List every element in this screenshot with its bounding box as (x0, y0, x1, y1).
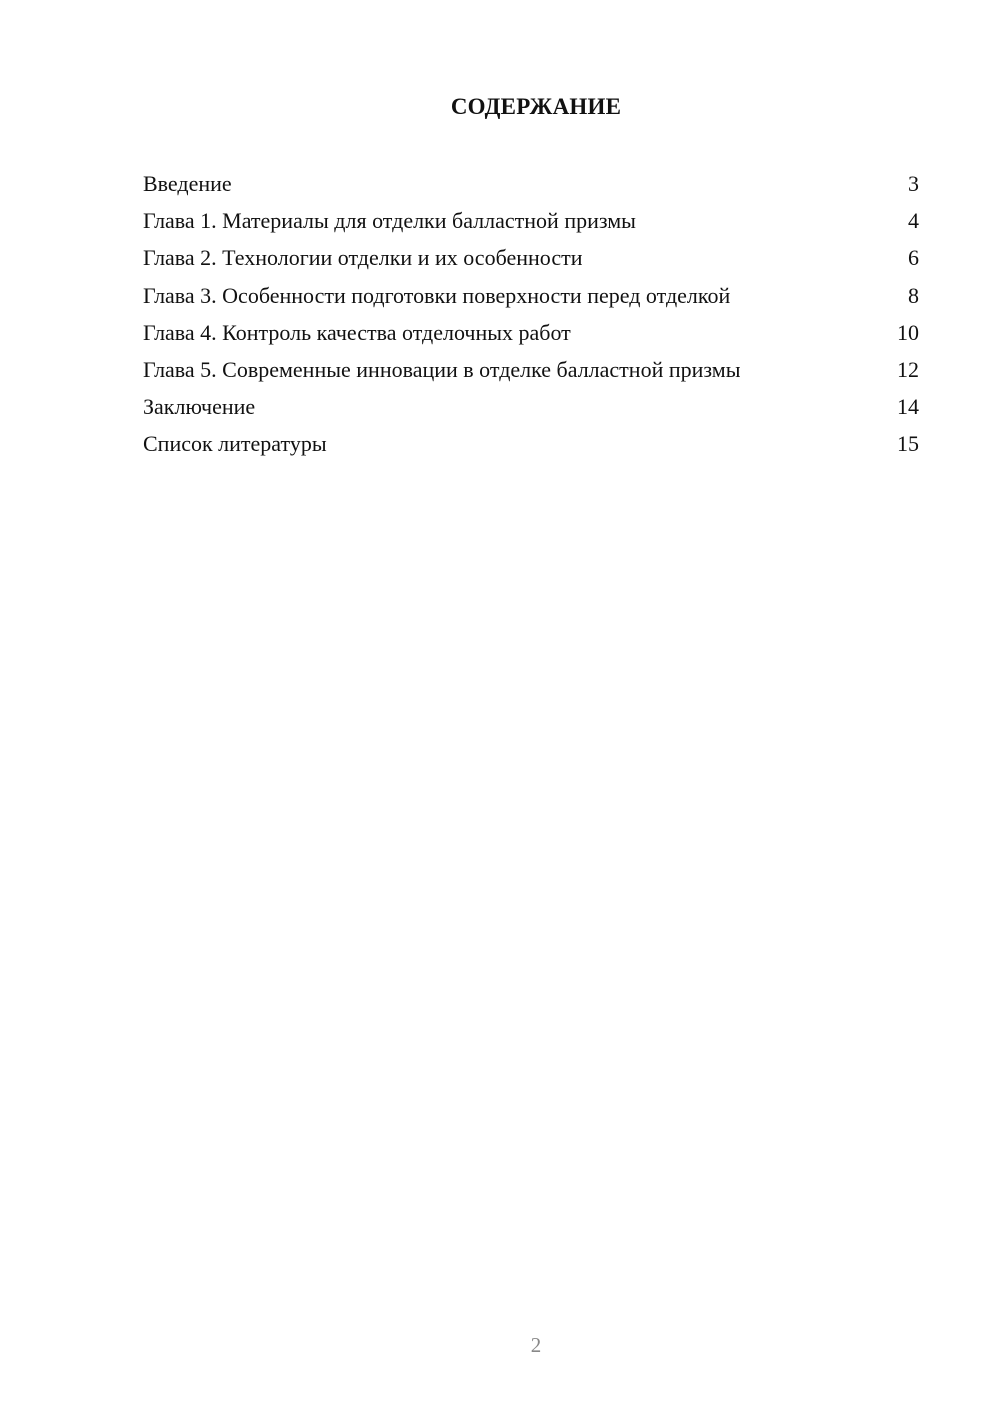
toc-entry-page: 6 (908, 245, 919, 271)
toc-entry-title: Введение (143, 171, 232, 196)
toc-entry-page: 3 (908, 171, 919, 196)
toc-entry-page: 8 (908, 282, 919, 308)
toc-entry-page: 15 (897, 431, 919, 457)
toc-entry-title: Глава 1. Материалы для отделки балластной призмы (143, 208, 636, 234)
toc-entry-title: Список литературы (143, 431, 327, 457)
toc-entry-page: 14 (897, 394, 919, 420)
toc-entry-chapter-2 (143, 243, 919, 280)
toc-entry-title: Глава 3. Особенности подготовки поверхности перед отделкой (143, 282, 731, 308)
toc-entry-chapter-3 (143, 281, 919, 318)
toc-entry-conclusion (143, 392, 919, 429)
toc-entry-page: 4 (908, 208, 919, 234)
toc-entry-title: Глава 5. Современные инновации в отделке балластной призмы (143, 356, 741, 382)
toc-title: СОДЕРЖАНИЕ (450, 94, 622, 119)
toc-entry-chapter-4 (143, 318, 919, 355)
toc-entry-title: Глава 2. Технологии отделки и их особенности (143, 245, 583, 271)
toc-entry-chapter-5 (143, 355, 919, 392)
toc-entry-page: 10 (897, 319, 919, 345)
toc-entry-references (143, 429, 919, 466)
toc-entry-title: Заключение (143, 394, 256, 420)
toc-entry-page: 12 (897, 356, 919, 382)
toc-entry-title: Глава 4. Контроль качества отделочных работ (143, 319, 571, 345)
toc-entry-introduction (143, 169, 919, 206)
table-of-contents (143, 169, 919, 467)
page-number: 2 (530, 1333, 542, 1357)
toc-entry-chapter-1 (143, 206, 919, 243)
